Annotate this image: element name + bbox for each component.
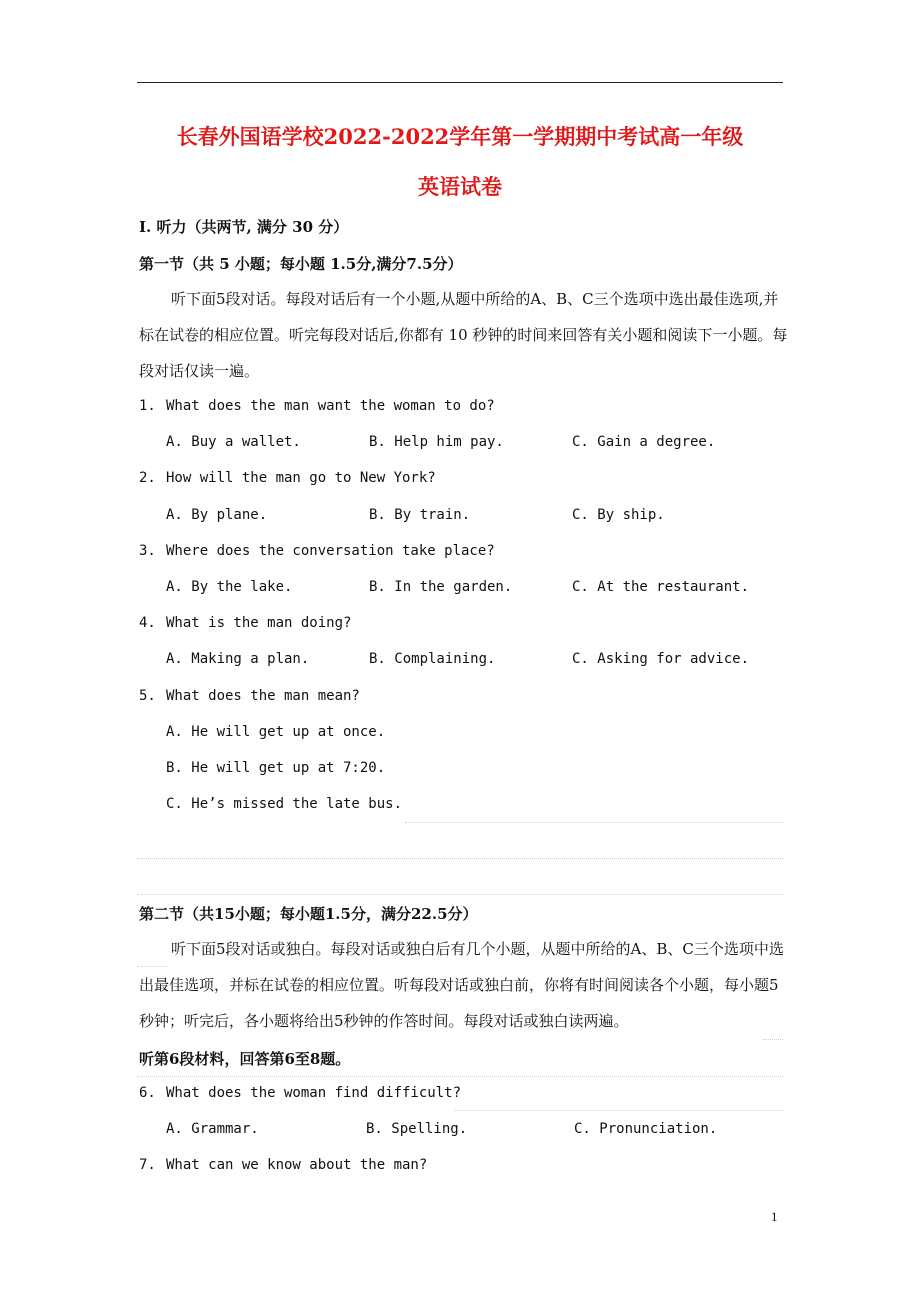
dotted-guide-line: [137, 858, 783, 859]
header-rule: [137, 82, 783, 83]
question-text: How will the man go to New York?: [166, 470, 436, 486]
dotted-guide-line: [137, 894, 783, 895]
option-c: C. Pronunciation.: [574, 1121, 718, 1137]
option-c: C. Gain a degree.: [572, 434, 716, 450]
question-text: What does the man mean?: [166, 688, 360, 704]
section1-heading: 第一节（共 5 小题；每小题 1.5分,满分7.5分）: [139, 255, 463, 273]
option-c: C. Asking for advice.: [572, 651, 750, 667]
question-text: What is the man doing?: [166, 615, 352, 631]
question-text: What can we know about the man?: [166, 1157, 428, 1173]
material-note: 听第6段材料，回答第6至8题。: [139, 1050, 351, 1068]
option-a: A. Grammar.: [166, 1121, 259, 1137]
question-number: 2.: [139, 470, 156, 486]
question-number: 1.: [139, 398, 156, 414]
section1-instructions: 听下面5段对话。每段对话后有一个小题,从题中所给的A、B、C三个选项中选出最佳选项,并标在试卷的相应位置。听完每段对话后,你都有 10 秒钟的时间来回答有关小题和阅读下一小题。每段对话仅读一遍。: [139, 290, 788, 380]
section2-instructions: 听下面5段对话或独白。每段对话或独白后有几个小题，从题中所给的A、B、C三个选项中选出最佳选项，并标在试卷的相应位置。听每段对话或独白前，你将有时间阅读各个小题，每小题5秒钟；听完后，各小题将给出5秒钟的作答时间。每段对话或独白读两遍。: [139, 940, 784, 1030]
option-b: B. He will get up at 7:20.: [166, 760, 386, 776]
question-text: What does the woman find difficult?: [166, 1085, 462, 1101]
question-text: What does the man want the woman to do?: [166, 398, 495, 414]
dotted-guide-line: [137, 1076, 783, 1077]
exam-title: 长春外国语学校2022-2022学年第一学期期中考试高一年级: [176, 124, 744, 149]
question-number: 6.: [139, 1085, 156, 1101]
option-c: C. By ship.: [572, 507, 665, 523]
option-a: A. By the lake.: [166, 579, 293, 595]
option-c: C. He’s missed the late bus.: [166, 796, 403, 812]
dotted-guide-line: [455, 1110, 783, 1111]
option-b: B. Help him pay.: [369, 434, 504, 450]
page-number: 1: [771, 1209, 778, 1224]
option-a: A. Buy a wallet.: [166, 434, 301, 450]
option-c: C. At the restaurant.: [572, 579, 750, 595]
option-a: A. He will get up at once.: [166, 724, 386, 740]
option-b: B. In the garden.: [369, 579, 513, 595]
dotted-guide-line: [405, 822, 783, 823]
question-text: Where does the conversation take place?: [166, 543, 495, 559]
question-number: 7.: [139, 1157, 156, 1173]
question-number: 3.: [139, 543, 156, 559]
option-b: B. Complaining.: [369, 651, 496, 667]
exam-subtitle: 英语试卷: [418, 174, 502, 199]
part1-heading: I. 听力（共两节, 满分 30 分）: [139, 218, 349, 236]
option-b: B. Spelling.: [366, 1121, 468, 1137]
option-a: A. By plane.: [166, 507, 268, 523]
question-number: 4.: [139, 615, 156, 631]
option-b: B. By train.: [369, 507, 471, 523]
option-a: A. Making a plan.: [166, 651, 310, 667]
question-number: 5.: [139, 688, 156, 704]
dotted-guide-line: [763, 1039, 783, 1040]
section2-heading: 第二节（共15小题；每小题1.5分，满分22.5分）: [139, 905, 478, 923]
